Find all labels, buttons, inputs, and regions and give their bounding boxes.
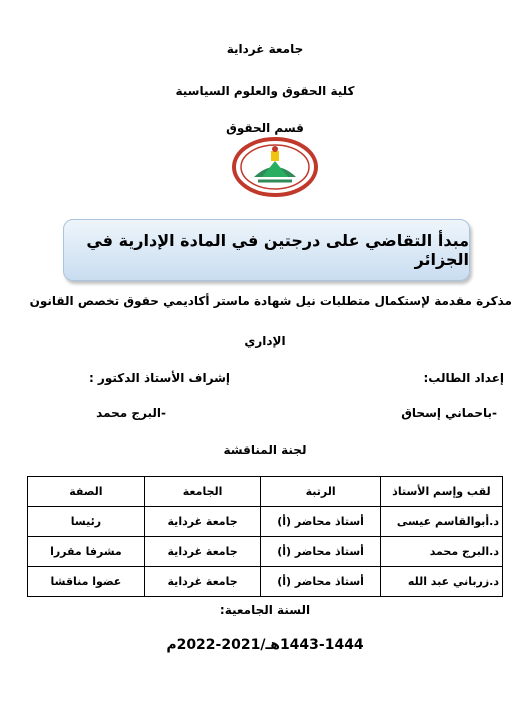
table-cell: مشرفا مقررا (28, 537, 145, 567)
table-cell: جامعة غرداية (144, 567, 261, 597)
student-label: إعداد الطالب: (423, 371, 504, 385)
jury-table (27, 476, 503, 597)
table-cell: جامعة غرداية (144, 537, 261, 567)
table-cell: أستاذ محاضر (أ) (261, 507, 380, 537)
table-cell: عضوا مناقشا (28, 567, 145, 597)
university-emblem-icon (232, 137, 318, 197)
jury-heading: لجنة المناقشة (223, 443, 307, 457)
table-row (28, 507, 503, 537)
table-header-row (28, 477, 503, 507)
academic-year-value: 1443-1444هـ/2021-2022م (166, 637, 364, 653)
memo-description: مذكرة مقدمة لإستكمال متطلبات نيل شهادة ماستر أكاديمي حقوق تخصص القانون (29, 294, 512, 308)
column-header: الجامعة (144, 477, 261, 507)
thesis-title: مبدأ التقاضي على درجتين في المادة الإدارية في الجزائر (86, 231, 469, 269)
supervisor-name: -البرج محمد (96, 406, 166, 420)
table-row (28, 567, 503, 597)
column-header: الرتبة (261, 477, 380, 507)
university-name: جامعة غرداية (226, 42, 304, 56)
table-row (28, 537, 503, 567)
student-name: -باحماني إسحاق (401, 406, 497, 420)
table-cell: أستاذ محاضر (أ) (261, 537, 380, 567)
table-cell: د.البرج محمد (380, 537, 502, 567)
table-cell: د.أبوالقاسم عيسى (380, 507, 502, 537)
table-cell: أستاذ محاضر (أ) (261, 567, 380, 597)
memo-description-continued: الإداري (244, 334, 286, 348)
department-name: قسم الحقوق (226, 121, 304, 135)
faculty-name: كلية الحقوق والعلوم السياسية (175, 84, 355, 98)
academic-year-label: السنة الجامعية: (219, 603, 311, 617)
column-header: الصفة (28, 477, 145, 507)
supervisor-label: إشراف الأستاذ الدكتور : (88, 371, 230, 385)
table-cell: جامعة غرداية (144, 507, 261, 537)
table-cell: د.زرباني عبد الله (380, 567, 502, 597)
column-header: لقب وإسم الأستاذ (380, 477, 502, 507)
thesis-title-box (63, 219, 470, 281)
table-cell: رئيسا (28, 507, 145, 537)
